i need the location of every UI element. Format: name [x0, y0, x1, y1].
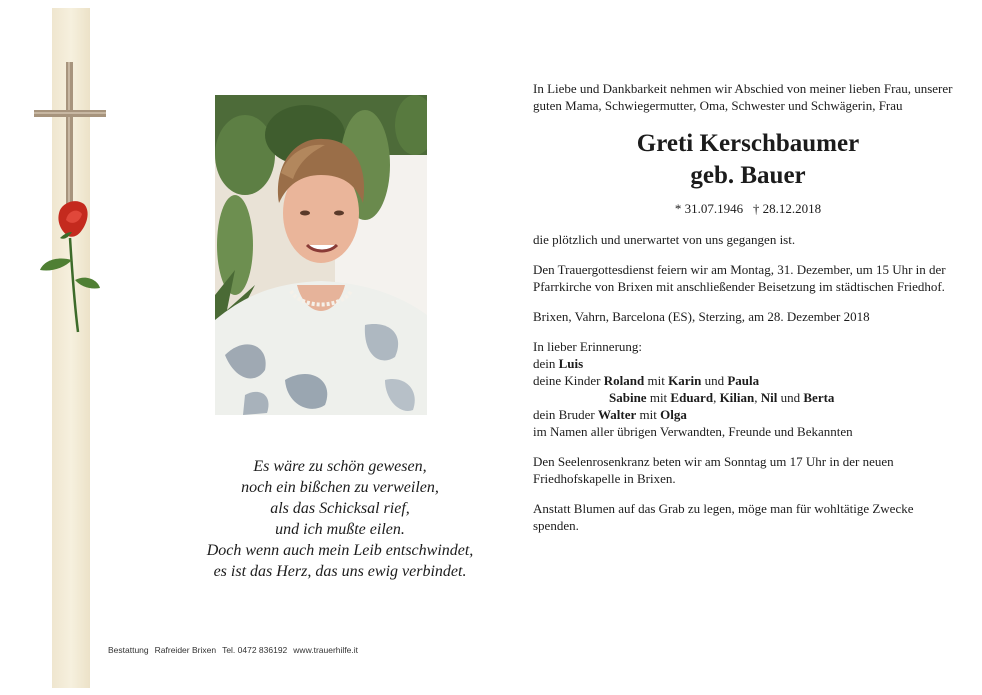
mourner-line-children — [533, 372, 953, 389]
name: Karin — [668, 373, 702, 388]
birth-date: * 31.07.1946 — [674, 201, 744, 216]
poem-line: es ist das Herz, das uns ewig verbindet. — [213, 563, 467, 580]
text: dein Bruder — [533, 407, 595, 422]
maiden-name: geb. Bauer — [690, 162, 806, 189]
funeral-home-footer — [108, 645, 364, 655]
text: mit — [647, 373, 665, 388]
name: Roland — [603, 373, 645, 388]
mourners-heading: In lieber Erinnerung: — [533, 339, 643, 354]
deceased-name: Greti Kerschbaumer — [636, 130, 860, 157]
death-date: † 28.12.2018 — [752, 201, 822, 216]
mourner-line-brother — [533, 406, 953, 423]
text: dein — [533, 356, 556, 371]
mourner-line-children-2: Sabine mit Eduard, Kilian, Nil und Berta — [609, 390, 835, 405]
name: Eduard — [670, 390, 714, 405]
footer-label: Bestattung — [108, 645, 149, 655]
text: mit — [649, 390, 668, 405]
poem — [150, 456, 530, 582]
flowers-text: Anstatt Blumen auf das Grab zu legen, möge man für wohltätige Zwecke spenden. — [533, 501, 914, 533]
portrait-illustration — [215, 95, 427, 415]
obituary-text — [533, 80, 953, 534]
poem-line: Es wäre zu schön gewesen, — [253, 458, 427, 475]
poem-line: und ich mußte eilen. — [275, 521, 405, 538]
name: Paula — [727, 373, 760, 388]
intro-text: In Liebe und Dankbarkeit nehmen wir Abschied von meiner lieben Frau, unserer guten Mama, Schwiegermutter, Oma, Schwester und Schwägerin, Frau — [533, 81, 953, 113]
rosary-text: Den Seelenrosenkranz beten wir am Sonntag um 17 Uhr in der neuen Friedhofskapelle in Brixen. — [533, 454, 894, 486]
poem-line: Doch wenn auch mein Leib entschwindet, — [206, 542, 474, 559]
name: Nil — [760, 390, 778, 405]
poem-line: als das Schicksal rief, — [270, 500, 410, 517]
text: und — [780, 390, 801, 405]
rose-icon — [40, 201, 100, 332]
portrait-photo — [215, 95, 427, 415]
name: Walter — [597, 407, 637, 422]
text: mit — [639, 407, 657, 422]
sudden-text: die plötzlich und unerwartet von uns gegangen ist. — [533, 232, 796, 247]
name: Kilian — [719, 390, 755, 405]
service-text: Den Trauergottesdienst feiern wir am Montag, 31. Dezember, um 15 Uhr in der Pfarrkirche von Brixen mit anschließender Beisetzung im städtischen Friedhof. — [533, 262, 946, 294]
name: Luis — [558, 356, 584, 371]
name: Berta — [803, 390, 835, 405]
place-date: Brixen, Vahrn, Barcelona (ES), Sterzing, am 28. Dezember 2018 — [533, 309, 870, 324]
name: Sabine — [609, 390, 647, 405]
text: und — [704, 373, 725, 388]
mourners-block — [533, 338, 953, 440]
cross-and-rose-icon — [28, 60, 110, 340]
footer-website: www.trauerhilfe.it — [293, 645, 359, 655]
footer-company: Rafreider Brixen — [154, 645, 217, 655]
poem-line: noch ein bißchen zu verweilen, — [241, 479, 439, 496]
footer-phone: Tel. 0472 836192 — [222, 645, 288, 655]
text: deine Kinder — [533, 373, 601, 388]
mourner-line-spouse — [533, 355, 953, 372]
name: Olga — [660, 407, 687, 422]
mourner-line-others: im Namen aller übrigen Verwandten, Freunde und Bekannten — [533, 424, 853, 439]
life-dates — [533, 200, 953, 217]
